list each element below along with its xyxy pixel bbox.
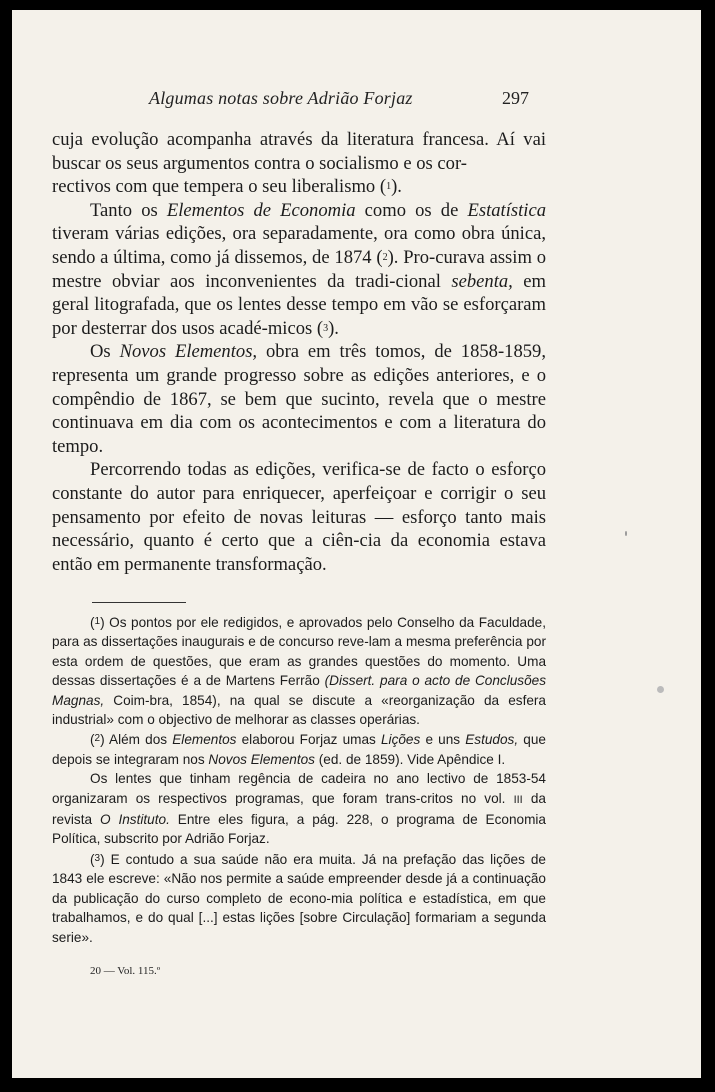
book-title: Novos Elementos,	[119, 341, 258, 363]
text-run: curava assim o mestre obviar aos inconvenientes da tradi	[52, 246, 546, 292]
text-run: bra, 1854), na qual se discute a «reorganização da esfera industrial» com o objectivo de melhorar as classes operárias.	[52, 692, 546, 728]
paragraph-2: Tanto os Elementos de Economia como os de Estatística tiveram várias edições, ora separadamente, ora como obra única, sendo a última, como já dissemos, de 1874 (2). Pro-curava assim o mestre obviar aos inconvenientes da tradi-cional sebenta, em geral litografada, que os lentes desse tempo em vão se esforçaram por desterrar dos usos acadé-micos (3).	[52, 199, 546, 339]
text-run: micos (	[267, 317, 324, 339]
journal-title: O Instituto.	[99, 812, 170, 828]
footnote-ref: 1	[386, 181, 392, 193]
text-run: E contudo a sua saúde não era muita. Já na prefação das lições de 1843 ele escreve: «Não nos permite a saúde empreender desde já a continuação da publicação do curso completo de econo	[52, 851, 546, 906]
hyphen: -	[460, 152, 467, 174]
footnote-number: 2	[94, 733, 101, 745]
text-run: ). Pro	[387, 246, 430, 268]
text-run: obra em três tomos, de 1858-1859, representa um grande progresso sobre as edições anteriores, e o compêndio de 1867, se bem que sucinto, revela que o mestre continuava em dia com os acontecimentos e com a literatura do tempo.	[52, 341, 546, 457]
footnote-3: ($^3$) E contudo a sua saúde não era muita. Já na prefação das lições de 1843 ele escreve: «Não nos permite a saúde empreender desde já a continuação da publicação do curso completo de econo-mia política e estadística, em que trabalhamos, e do qual [...] estas lições [sobre Circulação] formariam a segunda serie».	[52, 851, 546, 945]
footnote-marker: ($^1$)	[90, 615, 110, 630]
footnote-1: ($^1$) Os pontos por ele redigidos, e aprovados pelo Conselho da Faculdade, para as dissertações inaugurais e de concurso reve-lam a mesma preferência por esta ordem de questões, que eram as grandes questões do momento. Uma dessas dissertações é a de Martens Ferrão (Dissert. para o acto de Conclusões Magnas, Coim-bra, 1854), na qual se discute a «reorganização da esfera industrial» com o objectivo de melhorar as classes operárias.	[52, 615, 546, 728]
book-title: (Dissert. para o acto de Conclusões Magnas,	[52, 673, 546, 708]
book-title: Estudos,	[465, 732, 519, 748]
text-run: critos no vol.	[420, 790, 514, 806]
footnote-2-continued: Os lentes que tinham regência de cadeira no ano lectivo de 1853-54 organizaram os respectivos programas, que foram trans-critos no vol. III da revista O Instituto. Entre eles figura, a pág. 228, o programa de Economia Política, subscrito por Adrião Forjaz.	[52, 771, 546, 847]
text-run: Os	[90, 341, 120, 363]
text-run: Os lentes que tinham regência de cadeira no ano lectivo de 1853-54 organizaram os respectivos programas, que foram trans	[52, 771, 546, 806]
footnote-marker: ($^3$)	[90, 851, 111, 867]
term: sebenta,	[451, 270, 513, 292]
text-run: Além dos	[109, 732, 173, 748]
text-run: ).	[391, 176, 402, 198]
book-title: Novos Elementos	[208, 751, 315, 767]
footnote-number: 3	[94, 852, 101, 864]
text-run: cia da economia estava então em permanente transformação.	[52, 530, 546, 575]
paper-speck	[625, 531, 627, 536]
body-text	[52, 128, 546, 576]
text-run: Entre eles figura, a pág. 228, o programa de Economia Política, subscrito por Adrião Forjaz.	[52, 812, 546, 847]
text-run: que depois se integraram nos	[52, 732, 546, 767]
book-title: Elementos de Economia	[166, 199, 356, 221]
text-run: tiveram várias edições, ora separadamente, ora como obra única, sendo a última, como já dissemos, de 1874 (	[52, 223, 546, 268]
footnote-divider	[92, 602, 186, 603]
text-run: ).	[328, 317, 339, 339]
paper-speck	[657, 686, 664, 693]
text-run: Os pontos por ele redigidos, e aprovados pelo Conselho da Faculdade, para as dissertações inaugurais e de concurso reve	[52, 615, 546, 650]
footnote-ref: 2	[382, 251, 388, 263]
page-header	[12, 86, 701, 116]
text-run: cuja evolução acompanha através da literatura francesa. Aí vai buscar os seus argumentos contra o socialismo e os cor	[52, 129, 546, 174]
footnote-2	[52, 729, 546, 769]
text-run: elaborou Forjaz umas	[236, 732, 381, 748]
text-run: Tanto os	[90, 199, 167, 221]
text-run: Percorrendo todas as edições, verifica-se de facto o esforço constante do autor para enriquecer, aperfeiçoar e corrigir o seu pensamento por efeito de novas leituras — esforço tanto mais necessário, quanto é certo que a ciên	[52, 459, 546, 552]
text-run: e uns	[420, 732, 466, 748]
footnote-ref: 3	[323, 322, 329, 334]
footnote-marker: ($^2$)	[90, 732, 110, 748]
paragraph-3	[52, 340, 546, 458]
text-run: lam a mesma preferência por esta ordem de questões, que eram as grandes questões do momento. Uma dessas dissertações é a de Martens Ferrão	[52, 634, 546, 689]
text-run: rectivos com que tempera o seu liberalismo (	[52, 176, 387, 198]
book-page	[12, 10, 701, 1078]
footnotes	[52, 612, 546, 947]
volume-number: III	[513, 793, 523, 806]
text-run: Coim	[104, 692, 145, 708]
book-title: Estatística	[467, 199, 546, 221]
book-title: Lições	[381, 732, 421, 748]
page-number: 297	[502, 88, 529, 108]
footnote-number: 1	[94, 616, 101, 627]
text-run: cional	[395, 270, 452, 292]
text-run: em geral litografada, que os lentes desse tempo em vão se esforçaram por desterrar dos usos acadé	[52, 270, 546, 339]
printer-signature: 20 — Vol. 115.º	[90, 965, 161, 977]
book-title: Elementos	[172, 732, 237, 748]
text-run: (ed. de 1859). Vide Apêndice I.	[314, 751, 506, 767]
text-run: como os de	[355, 199, 468, 221]
text-run: da revista	[52, 790, 546, 828]
text-run: mia política e estadística, em que trabalhamos, e do qual [...] estas lições [sobre Circulação] formariam a segunda serie».	[52, 890, 546, 945]
paragraph-1	[52, 128, 546, 199]
running-title: Algumas notas sobre Adrião Forjaz	[149, 88, 413, 108]
paragraph-4: Percorrendo todas as edições, verifica-se de facto o esforço constante do autor para enriquecer, aperfeiçoar e corrigir o seu pensamento por efeito de novas leituras — esforço tanto mais necessário, quanto é certo que a ciên-cia da economia estava então em permanente transformação.	[52, 459, 546, 575]
